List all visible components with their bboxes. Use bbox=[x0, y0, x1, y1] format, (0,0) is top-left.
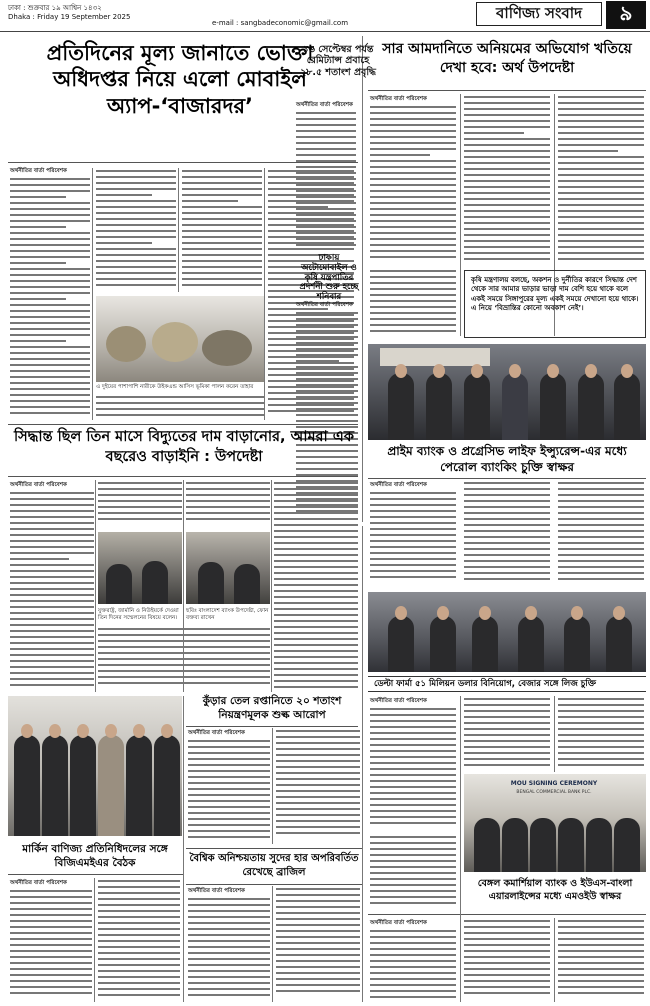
divider bbox=[186, 884, 362, 885]
kura-body-col-2 bbox=[276, 730, 360, 844]
divider bbox=[368, 914, 646, 915]
import-body-col-1 bbox=[370, 106, 456, 266]
electricity-body-col-4 bbox=[274, 482, 358, 692]
electricity-caption-left: যুক্তরাষ্ট্র, জার্মানি ও নিউইয়র্কে দেওয়া তিন দিনের সম্মেলনের বিষয়ে বলেন। bbox=[98, 608, 179, 622]
app-photo-caption: এ দুইয়ের পাশাপাশি নারীকে উইকএন্ড আসিস ভূমিকা পালন করেন তাহার bbox=[96, 384, 254, 390]
kura-byline: অর্থনীতির বার্তা পরিবেশক bbox=[188, 730, 245, 736]
bcb-headline: বেঙ্গল কমার্শিয়াল ব্যাংক ও ইউএস-বাংলা এয়ারলাইন্সের মধ্যে এমওইউ স্বাক্ষর bbox=[477, 878, 633, 902]
automobile-headline: ঢাকায় অটোমোবাইল ও কৃষি যন্ত্রপাতির প্রদর্শনী শুরু হচ্ছে শনিবার bbox=[299, 253, 359, 303]
brazil-body-col-2 bbox=[276, 888, 360, 1002]
app-headline: প্রতিদিনের মূল্য জানাতে ভোক্তা অধিদপ্তর নিয়ে এলো মোবাইল অ্যাপ-‘বাজারদর’ bbox=[46, 41, 314, 118]
mou-banner-subtitle: BENGAL COMMERCIAL BANK PLC. bbox=[516, 790, 592, 795]
page-number: ৯ bbox=[606, 1, 646, 29]
remittance-body bbox=[296, 112, 356, 252]
delta-body-col-4 bbox=[370, 836, 456, 910]
delta-pharma-photo bbox=[368, 592, 646, 672]
bcb-byline: অর্থনীতির বার্তা পরিবেশক bbox=[370, 920, 427, 926]
delta-byline: অর্থনীতির বার্তা পরিবেশক bbox=[370, 698, 427, 704]
app-body-col-1 bbox=[10, 178, 90, 418]
divider bbox=[8, 476, 358, 477]
import-body-col-2 bbox=[464, 96, 550, 266]
electricity-caption-right: ছবিঃ বাংলাদেশ ব্যাংক উপদেষ্টা, ফোন বক্তব্য রাখেন bbox=[186, 608, 269, 622]
import-pull-quote: কৃষি মন্ত্রণালয় বলছে, অকশন ও দুর্নীতির কারণে সিদ্ধান্ত দেশ থেকে সার আমার ভাড়ার ভাড়া দাম বেশি হয়ে থাকে বলে একই সময়ে সিঙ্গাপুরের মূল্য একই সময়ে দেখানো হয়ে থাকে। এ নিয়ে ‘বিভ্রান্তির কোনো অবকাশ নেই’। bbox=[464, 270, 646, 338]
column-rule bbox=[362, 526, 363, 1002]
column-rule bbox=[95, 480, 96, 692]
email-address: e-mail : sangbadeconomic@gmail.com bbox=[212, 19, 349, 27]
us-body-col-2 bbox=[98, 880, 180, 1002]
us-delegation-headline: মার্কিন বাণিজ্য প্রতিনিধিদলের সঙ্গে বিজিএমইএর বৈঠক bbox=[22, 843, 168, 870]
delta-body-col-1 bbox=[370, 708, 456, 828]
column-rule bbox=[272, 886, 273, 1002]
newspaper-logo: বাণিজ্য সংবাদ bbox=[476, 2, 602, 26]
electricity-body-col-3 bbox=[186, 482, 270, 528]
electricity-body-col-2 bbox=[98, 482, 182, 528]
column-rule bbox=[94, 878, 95, 1002]
prime-bank-byline: অর্থনীতির বার্তা পরিবেশক bbox=[370, 482, 427, 488]
divider bbox=[186, 726, 358, 727]
column-rule bbox=[264, 168, 265, 420]
electricity-body-col-1 bbox=[10, 492, 94, 692]
column-rule bbox=[460, 696, 461, 1002]
us-delegation-byline: অর্থনীতির বার্তা পরিবেশক bbox=[10, 880, 67, 886]
market-produce-photo bbox=[96, 296, 264, 382]
mou-banner-title: MOU SIGNING CEREMONY bbox=[510, 780, 598, 787]
prime-bank-signing-photo bbox=[368, 344, 646, 440]
delta-body-col-3 bbox=[558, 698, 644, 770]
remittance-byline: অর্থনীতির বার্তা পরিবেশক bbox=[296, 102, 353, 108]
prime-bank-headline: প্রাইম ব্যাংক ও প্রগ্রেসিভ লাইফ ইন্স্যুরেন্স-এর মধ্যে পেরোল ব্যাংকিং চুক্তি স্বাক্ষর bbox=[387, 444, 627, 474]
electricity-body-col-5 bbox=[98, 628, 270, 692]
bcb-body-col-1 bbox=[370, 930, 456, 1002]
electricity-headline: সিদ্ধান্ত ছিল তিন মাসে বিদ্যুতের দাম বাড়ানোর, আমরা এক বছরেও বাড়াইনি : উপদেষ্টা bbox=[14, 429, 354, 465]
column-rule bbox=[460, 94, 461, 336]
kura-headline: কুঁড়ার তেল রপ্তানিতে ২০ শতাংশ নিয়ন্ত্রণমূলক শুল্ক আরোপ bbox=[202, 695, 342, 722]
kura-body-col-1 bbox=[188, 740, 270, 844]
import-headline: সার আমদানিতে অনিয়মের অভিযোগ খতিয়ে দেখা হবে: অর্থ উপদেষ্টা bbox=[382, 41, 632, 76]
electricity-byline: অর্থনীতির বার্তা পরিবেশক bbox=[10, 482, 67, 488]
divider bbox=[368, 478, 646, 479]
brazil-byline: অর্থনীতির বার্তা পরিবেশক bbox=[188, 888, 245, 894]
divider bbox=[8, 874, 184, 875]
column-rule bbox=[272, 728, 273, 844]
prime-body-col-1 bbox=[370, 492, 456, 588]
brazil-headline: বৈশ্বিক অনিশ্চয়তায় সুদের হার অপরিবর্তিত রেখেছে ব্রাজিল bbox=[189, 853, 359, 878]
brazil-body-col-1 bbox=[188, 898, 270, 1002]
bcb-body-col-3 bbox=[558, 920, 644, 1002]
column-rule bbox=[92, 168, 93, 420]
automobile-byline: অর্থনীতির বার্তা পরিবেশক bbox=[296, 302, 353, 308]
import-body-col-3 bbox=[558, 96, 644, 266]
bcb-body-col-2 bbox=[464, 920, 550, 1002]
divider bbox=[8, 424, 358, 425]
remittance-stat-box: ১৬ সেপ্টেম্বর পর্যন্ত রেমিট্যান্স প্রবাহে ২৮.৫ শতাংশ প্রবৃদ্ধি bbox=[300, 44, 377, 78]
import-body-col-4 bbox=[370, 270, 456, 340]
delta-body-col-2 bbox=[464, 698, 550, 770]
app-body-col-3 bbox=[182, 170, 262, 290]
divider bbox=[368, 90, 646, 91]
divider bbox=[186, 848, 362, 849]
date-line: ঢাকা : শুক্রবার ১৯ আশ্বিন ১৪৩২ Dhaka : Friday 19 September 2025 bbox=[8, 4, 131, 21]
column-rule bbox=[183, 696, 184, 1002]
column-rule bbox=[554, 696, 555, 772]
us-delegation-photo bbox=[8, 696, 182, 836]
electricity-photo-right bbox=[186, 532, 270, 604]
column-rule bbox=[271, 480, 272, 692]
prime-body-col-3 bbox=[558, 482, 644, 588]
column-rule bbox=[183, 480, 184, 692]
import-byline: অর্থনীতির বার্তা পরিবেশক bbox=[370, 96, 427, 102]
app-body-col-2 bbox=[96, 170, 176, 290]
column-rule bbox=[178, 168, 179, 292]
app-byline: অর্থনীতির বার্তা পরিবেশক bbox=[10, 168, 67, 174]
us-body-col-1 bbox=[10, 890, 92, 1002]
delta-pharma-headline: ডেল্টা ফার্মা ৫১ মিলিয়ন ডলার বিনিয়োগ, বেজার সঙ্গে লিজ চুক্তি bbox=[368, 676, 646, 692]
electricity-photo-left bbox=[98, 532, 182, 604]
masthead bbox=[0, 0, 650, 32]
prime-body-col-2 bbox=[464, 482, 550, 588]
column-rule bbox=[554, 918, 555, 1002]
bcb-mou-photo bbox=[464, 774, 646, 872]
column-rule bbox=[362, 36, 363, 522]
app-body-col-5 bbox=[96, 396, 264, 420]
